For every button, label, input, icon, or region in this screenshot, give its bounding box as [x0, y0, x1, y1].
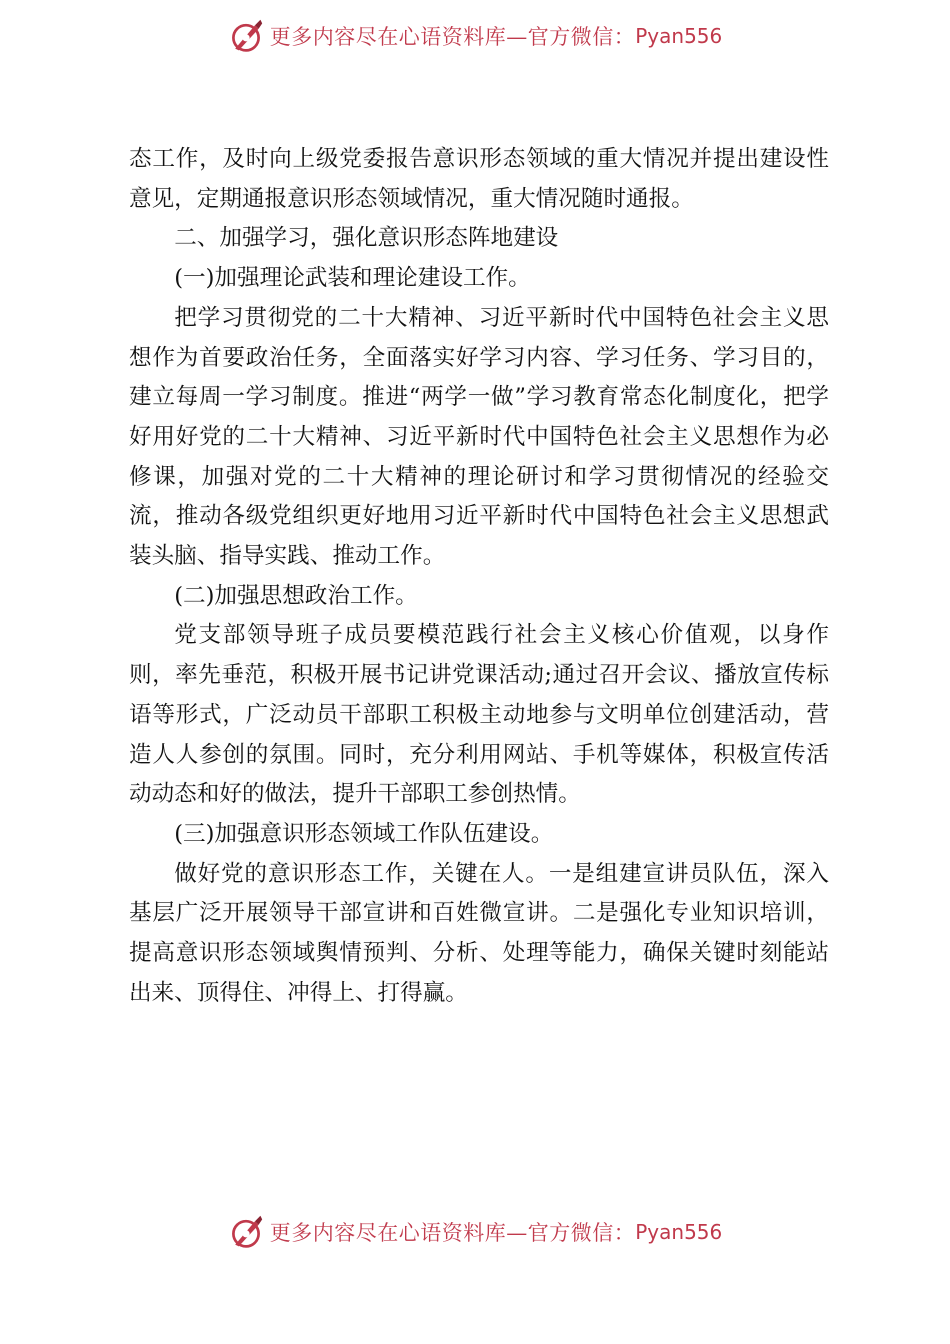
banner-text: 更多内容尽在心语资料库—官方微信： [269, 1221, 636, 1245]
header-banner [0, 14, 950, 58]
document-body [129, 140, 829, 1013]
subsection-heading: (三)加强意识形态领域工作队伍建设。 [174, 820, 554, 847]
paragraph: 把学习贯彻党的二十大精神、习近平新时代中国特色社会主义思想作为首要政治任务，全面落实好学习内容、学习任务、学习目的，建立每周一学习制度。推进“两学一做”学习教育常态化制度化，把学好用好党的二十大精神、习近平新时代中国特色社会主义思想作为必修课，加强对党的二十大精神的理论研讨和学习贯彻情况的经验交流，推动各级党组织更好地用习近平新时代中国特色社会主义思想武装头脑、指导实践、推动工作。 [129, 304, 829, 570]
subsection-heading: (一)加强理论武装和理论建设工作。 [174, 265, 531, 292]
paragraph: 态工作，及时向上级党委报告意识形态领域的重大情况并提出建设性意见，定期通报意识形态领域情况，重大情况随时通报。 [129, 146, 829, 212]
pen-logo-icon [228, 18, 264, 54]
banner-text: 更多内容尽在心语资料库—官方微信： [269, 25, 636, 49]
footer-banner [0, 1210, 950, 1254]
subsection-heading: (二)加强思想政治工作。 [174, 582, 418, 609]
banner-wechat-id: Pyan556 [635, 1220, 723, 1244]
section-heading: 二、加强学习，强化意识形态阵地建设 [174, 225, 559, 252]
banner-wechat-id: Pyan556 [635, 24, 723, 48]
pen-logo-icon [228, 1214, 264, 1250]
paragraph: 做好党的意识形态工作，关键在人。一是组建宣讲员队伍，深入基层广泛开展领导干部宣讲和百姓微宣讲。二是强化专业知识培训，提高意识形态领域舆情预判、分析、处理等能力，确保关键时刻能站出来、顶得住、冲得上、打得赢。 [129, 860, 829, 1006]
paragraph: 党支部领导班子成员要模范践行社会主义核心价值观，以身作则，率先垂范，积极开展书记讲党课活动;通过召开会议、播放宣传标语等形式，广泛动员干部职工积极主动地参与文明单位创建活动，营造人人参创的氛围。同时，充分利用网站、手机等媒体，积极宣传活动动态和好的做法，提升干部职工参创热情。 [129, 622, 829, 808]
